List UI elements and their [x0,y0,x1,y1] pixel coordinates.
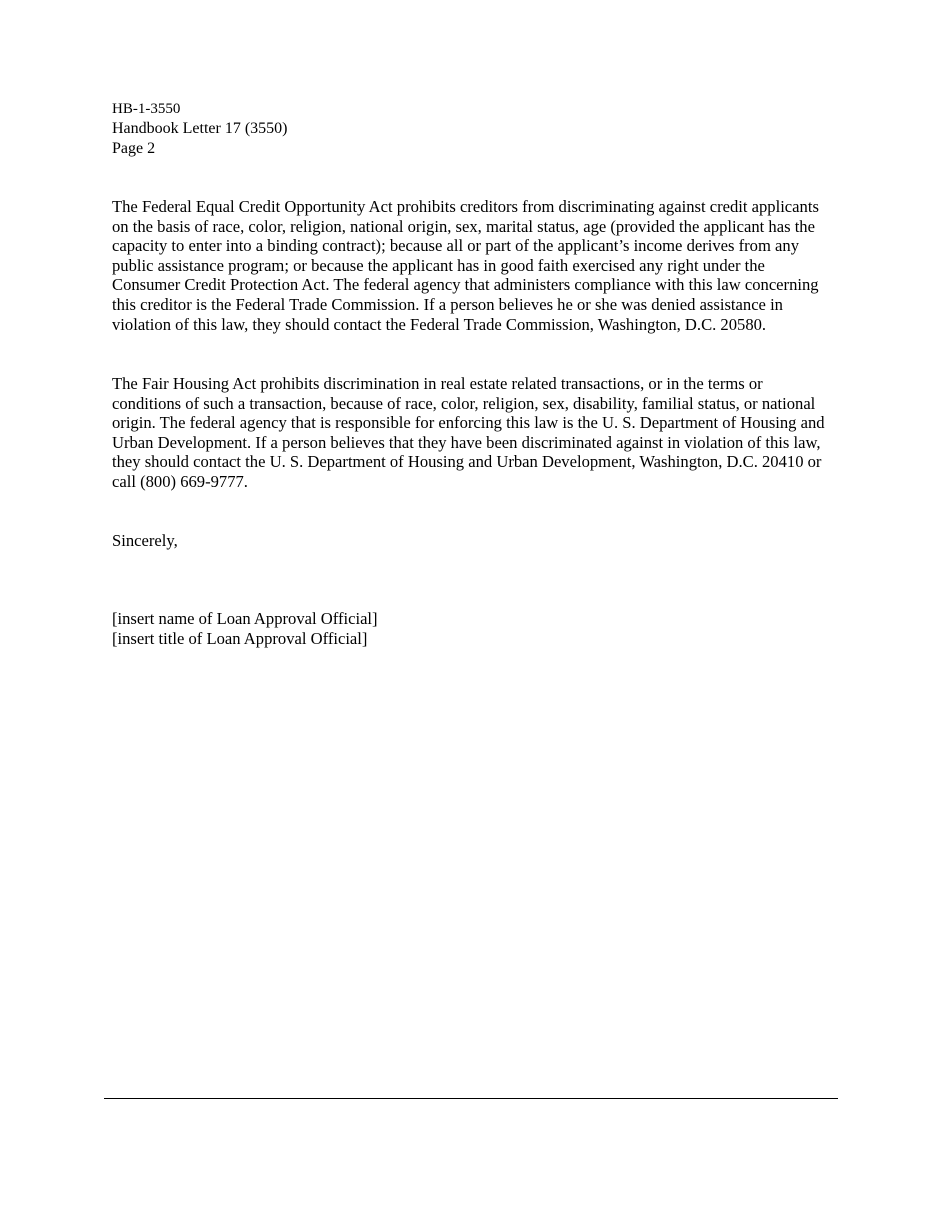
footer-divider [104,1098,838,1099]
fair-housing-paragraph [112,374,834,492]
page-number: Page 2 [112,140,156,157]
letter-title: Handbook Letter 17 (3550) [112,120,288,137]
paragraph-text: The Federal Equal Credit Opportunity Act prohibits creditors from discriminating against credit applicants on the basis of race, color, religion, national origin, sex, marital status, age (provided the applicant has the capacity to enter into a binding contract); because all or part of the applicant’s income derives from any public assistance program; or because the applicant has in good faith exercised any right under the Consumer Credit Protection Act. The federal agency that administers compliance with this law concerning this creditor is the Federal Trade Commission. If a person believes he or she was denied assistance in violation of this law, they should contact the Federal Trade Commission, Washington, D.C. 20580. [112,197,819,334]
signature-block [112,609,378,649]
official-title-placeholder: [insert title of Loan Approval Official] [112,629,368,648]
paragraph-text: The Fair Housing Act prohibits discrimination in real estate related transactions, or in the terms or conditions of such a transaction, because of race, color, religion, sex, disability, familial status, or national origin. The federal agency that is responsible for enforcing this law is the U. S. Department of Housing and Urban Development. If a person believes that they have been discriminated against in violation of this law, they should contact the U. S. Department of Housing and Urban Development, Washington, D.C. 20410 or call (800) 669-9777. [112,374,825,491]
document-id: HB-1-3550 [112,101,181,117]
official-name-placeholder: [insert name of Loan Approval Official] [112,609,378,628]
ecoa-paragraph [112,197,834,334]
document-header [112,99,288,159]
closing-salutation: Sincerely, [112,531,178,550]
